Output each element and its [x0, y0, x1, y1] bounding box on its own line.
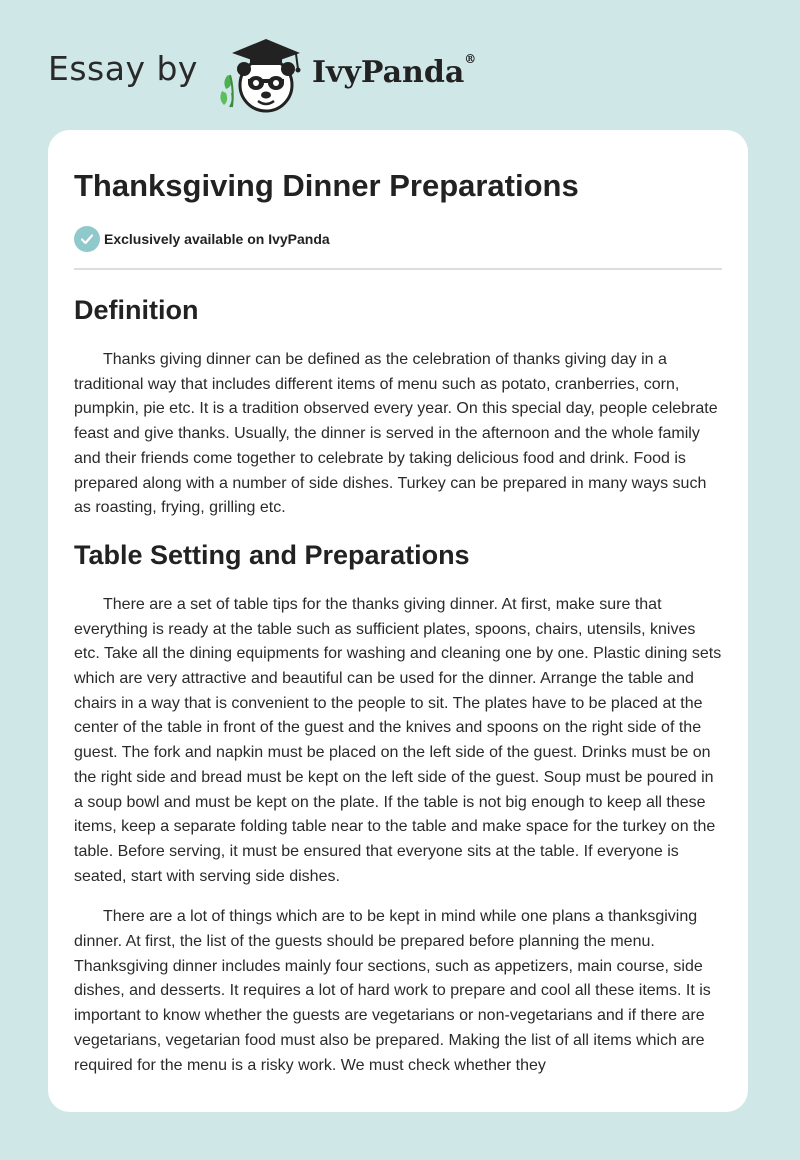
paragraph: There are a lot of things which are to be kept in mind while one plans a thanksgiving dinner. At first, the list of the guests should be prepared before planning the menu. Thanksgiving dinner includes mainly four sections, such as appetizers, main course, side dishes, and desserts. It requires a lot of hard work to prepare and cool all these items. It is important to know whether the guests are vegetarians or non-vegetarians and if there are vegetarians, vegetarian food must also be prepared. Making the list of all items which are required for the menu is a risky work. We must check whether they — [74, 908, 711, 1074]
essay-card — [48, 130, 748, 1112]
panda-logo-icon — [214, 35, 310, 113]
brand-name: IvyPanda® — [311, 51, 477, 90]
section-heading-definition: Definition — [74, 295, 199, 325]
ivy-leaf-icon — [220, 75, 232, 107]
page-title: Thanksgiving Dinner Preparations — [74, 168, 579, 203]
registered-mark: ® — [464, 51, 477, 66]
paragraph: There are a set of table tips for the thanks giving dinner. At first, make sure that everything is ready at the table such as sufficient plates, spoons, chairs, utensils, knives etc. Take all the dining equipments for washing and cleaning one by one. Plastic dining sets which are very attractive and beautiful can be used for the dinner. Arrange the table and chairs in a way that is convenient to the people to sit. The plates have to be placed at the center of the table in front of the guest and the knives and spoons on the right side of the guest. The fork and napkin must be placed on the left side of the guest. Drinks must be on the right side and bread must be kept on the left side of the guest. Soup must be poured in a soup bowl and must be kept on the plate. If the table is not big enough to keep all these items, keep a separate folding table near to the table and make space for the turkey on the table. Before serving, it must be ensured that everyone sits at the table. If everyone is seated, start with serving side dishes. — [74, 595, 722, 885]
section-heading-table-setting: Table Setting and Preparations — [74, 539, 470, 570]
divider — [74, 268, 722, 270]
paragraph: Thanks giving dinner can be defined as the celebration of thanks giving day in a traditional way that includes different items of menu such as potato, cranberries, corn, pumpkin, pie etc. It is a tradition observed every year. On this special day, people celebrate feast and give thanks. Usually, the dinner is served in the afternoon and the whole family and their friends come together to celebrate by taking delicious food and drink. Food is prepared along with a number of side dishes. Turkey can be prepared in many ways such as roasting, frying, grilling etc. — [74, 351, 718, 517]
exclusive-label: Exclusively available on IvyPanda — [104, 231, 330, 247]
brand-header[interactable] — [48, 34, 476, 114]
brand-prefix: Essay by — [48, 48, 198, 88]
check-icon — [74, 226, 100, 252]
exclusive-badge — [74, 224, 722, 254]
